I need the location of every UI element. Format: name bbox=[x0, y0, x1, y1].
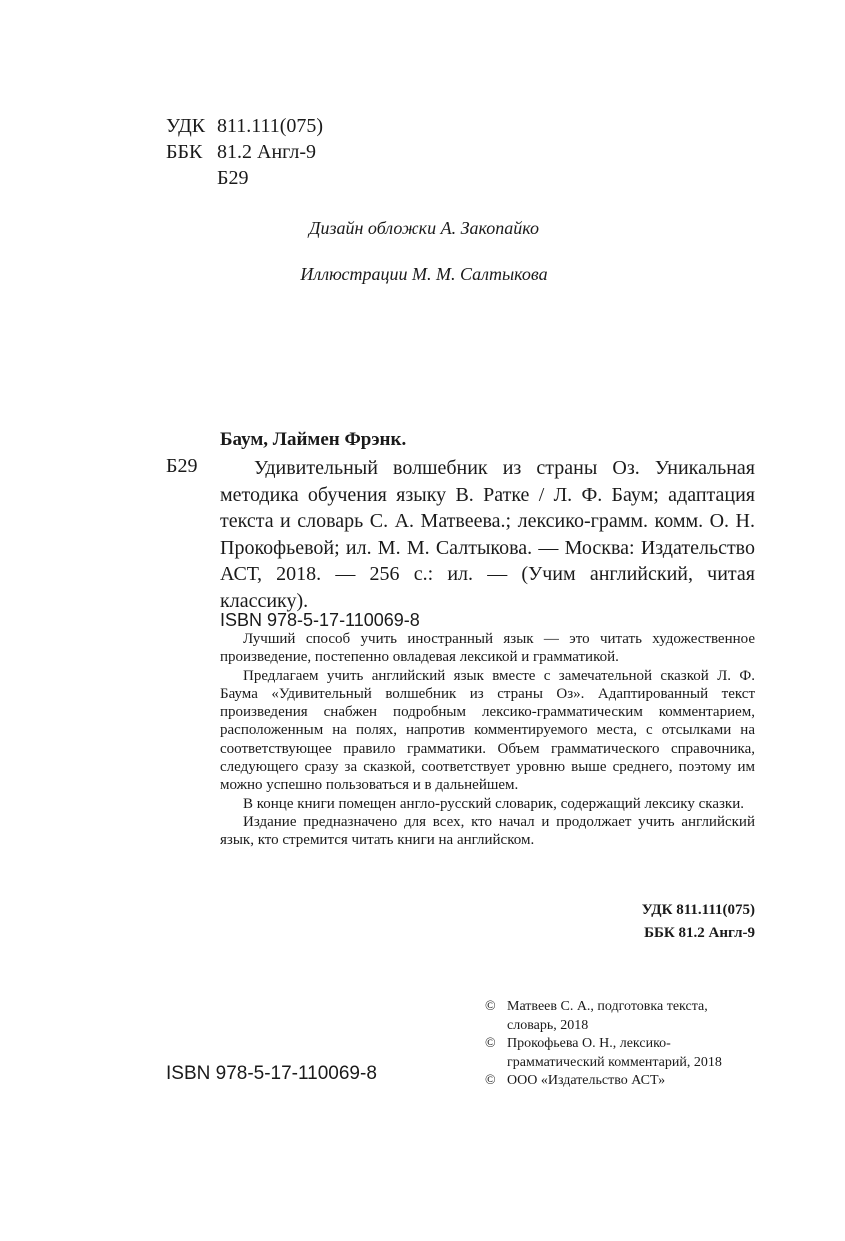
author-heading: Баум, Лаймен Фрэнк. bbox=[220, 429, 407, 450]
classification-block bbox=[166, 113, 323, 191]
annotation-udk: УДК 811.111(075) bbox=[641, 902, 755, 918]
copyright-icon: © bbox=[485, 1073, 496, 1088]
copyright-text: Прокофьева О. Н., лексико-грамматический комментарий, 2018 bbox=[507, 1036, 722, 1070]
author-mark: Б29 bbox=[217, 167, 249, 189]
bbk-row bbox=[166, 139, 323, 165]
udk-label: УДК bbox=[166, 115, 206, 137]
copyright-line bbox=[485, 998, 760, 1035]
bbk-label: ББК bbox=[166, 141, 203, 163]
annotation-codes bbox=[642, 899, 755, 945]
annotation-paragraph: Предлагаем учить английский язык вместе с замечательной сказкой Л. Ф. Баума «Удивительный волшебник из страны Оз». Адаптированный текст произведения снабжен подробным лексико-грамматическим комментарием, расположенным на полях, напротив комментируемого места, с отсылками на соответствующее правило грамматики. Объем грамматического справочника, следующего сразу за сказкой, соответствует уровню выше среднего, поэтому им можно успешно пользоваться и в дальнейшем. bbox=[220, 667, 755, 794]
udk-row bbox=[166, 113, 323, 139]
copyright-line bbox=[485, 1072, 760, 1091]
copyright-block bbox=[485, 998, 760, 1091]
udk-value: 811.111(075) bbox=[217, 115, 324, 137]
copyright-text: ООО «Издательство АСТ» bbox=[507, 1073, 666, 1088]
copyright-icon: © bbox=[485, 1036, 496, 1051]
illustrations-credit: Иллюстрации М. М. Салтыкова bbox=[300, 264, 548, 284]
bbk-value: 81.2 Англ-9 bbox=[217, 141, 316, 163]
annotation bbox=[220, 630, 755, 850]
record-cipher: Б29 bbox=[166, 455, 198, 477]
copyright-text: Матвеев С. А., подготовка текста, словарь, 2018 bbox=[507, 999, 708, 1033]
annotation-paragraph: Лучший способ учить иностранный язык — это читать художественное произведение, постепенно овладевая лексикой и грамматикой. bbox=[220, 631, 755, 666]
annotation-paragraph: В конце книги помещен англо-русский словарик, содержащий лексику сказки. bbox=[243, 795, 744, 812]
footer-isbn: ISBN 978-5-17-110069-8 bbox=[166, 1063, 377, 1084]
annotation-bbk: ББК 81.2 Англ-9 bbox=[644, 925, 755, 941]
annotation-paragraph: Издание предназначено для всех, кто начал и продолжает учить английский язык, кто стремится читать книги на английском. bbox=[220, 813, 755, 849]
record-isbn: ISBN 978-5-17-110069-8 bbox=[220, 610, 420, 630]
copyright-line bbox=[485, 1035, 760, 1072]
bibliographic-description: Удивительный волшебник из страны Оз. Уникальная методика обучения языку В. Ратке / Л. Ф. Баум; адаптация текста и словарь С. А. Матвеева.; лексико-грамм. комм. О. Н. Прокофьевой; ил. М. М. Салтыкова. — Москва: Издательство АСТ, 2018. — 256 с.: ил. — (Учим английский, читая классику). bbox=[220, 457, 755, 612]
copyright-icon: © bbox=[485, 999, 496, 1014]
cover-design-credit: Дизайн обложки А. Закопайко bbox=[309, 218, 539, 238]
author-mark-row bbox=[166, 165, 323, 191]
